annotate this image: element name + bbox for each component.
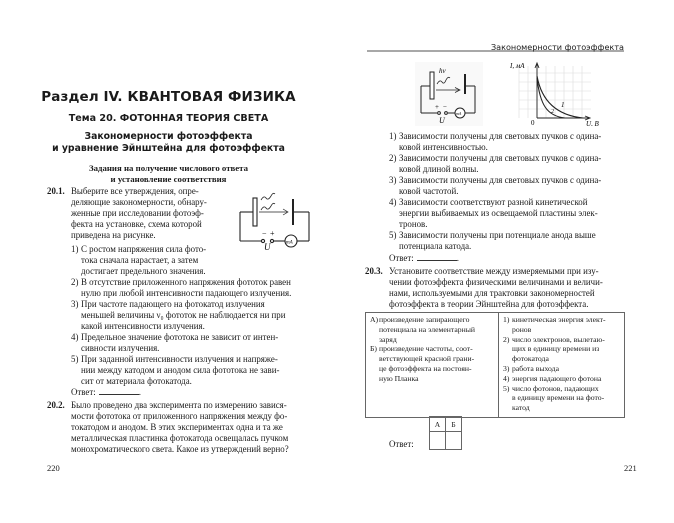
answer-grid-header-b: Б — [446, 417, 462, 432]
option-5: 5) При заданной интенсивности излучения и напряже- нии между катодом и анодом сила фототока не зави- сит от материала фотокатода. — [71, 354, 280, 386]
page-number: 220 — [47, 463, 60, 473]
tasks-heading-line: и установление соответствия — [110, 174, 227, 184]
topic-title: Тема 20. ФОТОННАЯ ТЕОРИЯ СВЕТА — [68, 113, 269, 124]
answer-label: Ответ: — [389, 253, 414, 263]
current-voltage-graph — [509, 60, 605, 126]
answer-label: Ответ: — [389, 439, 414, 449]
left-column — [366, 313, 499, 418]
subtitle — [0, 131, 337, 154]
tasks-heading-line: Задания на получение числового ответа — [88, 163, 249, 173]
photocell-circuit-diagram — [235, 186, 315, 250]
answer-blank[interactable] — [99, 386, 139, 395]
prompt-line: женные при исследовании фотоэф- — [71, 208, 204, 218]
question-number: 20.3. — [365, 266, 383, 276]
photon-energy-label: hν — [439, 67, 446, 75]
subtitle-line: Закономерности фотоэффекта — [84, 131, 253, 142]
option-2: 2) Зависимости получены для световых пучков с одина- ковой длиной волны. — [389, 153, 602, 174]
option-4: 4) Зависимости соответствуют разной кинетической энергии выбиваемых из освещаемой пластины элек- тронов. — [389, 197, 598, 229]
matching-table — [365, 312, 625, 418]
milliammeter-icon: mA — [286, 240, 293, 246]
prompt-line: фекта на установке, схема которой — [71, 219, 202, 229]
match-item-a: А) произведение запирающего потенциала на элементарный заряд — [370, 315, 475, 344]
option-4: 4) Предельное значение фототока не зависит от интен- сивности излучения. — [71, 332, 279, 353]
option-1: 1) Зависимости получены для световых пучков с одина- ковой интенсивностью. — [389, 131, 602, 152]
answer-row: Ответ: . — [389, 253, 459, 263]
option-3: 3) При частоте падающего на фотокатод излучения меньшей величины ν₀ фототок не наблюдается ни при какой интенсивности излучения. — [71, 299, 286, 331]
match-option-4: 4) энергия падающего фотона — [503, 373, 602, 383]
x-axis-label: U, В — [586, 120, 599, 126]
tasks-heading — [0, 163, 337, 185]
minus-sign: − — [443, 103, 447, 111]
plus-sign: + — [270, 229, 275, 238]
minus-sign: − — [262, 229, 267, 238]
answer-grid-header-a: А — [430, 417, 446, 432]
answer-cell-b[interactable] — [446, 432, 462, 450]
section-title: Раздел IV. КВАНТОВАЯ ФИЗИКА — [41, 89, 296, 105]
page-number: 221 — [624, 463, 637, 473]
y-axis-label: I, мА — [510, 62, 525, 70]
right-column — [499, 313, 625, 418]
answer-row: Ответ: . — [71, 387, 141, 397]
running-head: Закономерности фотоэффекта — [490, 42, 624, 52]
match-option-3: 3) работа выхода — [503, 363, 559, 373]
voltage-label: U — [264, 242, 271, 250]
answer-label: Ответ: — [71, 387, 96, 397]
plus-sign: + — [435, 103, 439, 111]
option-2: 2) В отсутствие приложенного напряжения фототок равен нулю при любой интенсивности падающего излучения. — [71, 277, 292, 298]
prompt-line: приведена на рисунке. — [71, 230, 156, 240]
question-prompt — [71, 186, 226, 241]
match-option-2: 2) число электронов, вылетаю- щих в единицу времени из фотокатода — [503, 334, 605, 364]
milliammeter-icon: mA — [456, 111, 462, 116]
question-prompt: Установите соответствие между измеряемыми при изу- чении фотоэффекта физическими величинами и величи- нами, используемыми для трактовки закономерностей фотоэффекта в теории Эйнштейна для фотоэффекта. — [389, 266, 603, 309]
option-3: 3) Зависимости получены для световых пучков с одина- ковой частотой. — [389, 175, 602, 196]
question-number: 20.1. — [47, 186, 65, 196]
curve-1 — [537, 76, 583, 118]
match-item-b: Б) произведение частоты, соот- ветствующей красной грани- це фотоэффекта на постоян- ную Планка — [370, 344, 475, 383]
curve-2-label: 2 — [551, 109, 554, 115]
option-1: 1) С ростом напряжения сила фото- тока сначала нарастает, а затем достигает предельного значения. — [71, 244, 207, 276]
answer-blank[interactable] — [417, 252, 457, 261]
question-prompt: Было проведено два эксперимента по измерению завися- мости фототока от приложенного напряжения между фо- токатодом и анодом. В этих экспериментах одна и та же металлическая пластинка фотокатода освещалась пучком монохроматического света. Какое из утверждений верно? — [71, 400, 289, 454]
voltage-label: U — [439, 116, 445, 125]
right-page — [337, 0, 674, 523]
answer-grid — [429, 416, 462, 450]
origin-label: 0 — [531, 119, 535, 126]
match-option-1: 1) кинетическая энергия элект- ронов — [503, 315, 606, 334]
subtitle-line: и уравнение Эйнштейна для фотоэффекта — [52, 142, 285, 154]
curve-1-label: 1 — [561, 101, 565, 109]
question-number: 20.2. — [47, 400, 65, 410]
prompt-line: деляющие закономерности, обнару- — [71, 197, 207, 207]
photocell-circuit-diagram — [415, 62, 483, 126]
match-option-5: 5) число фотонов, падающих в единицу времени на фото- катод — [503, 383, 605, 413]
option-5: 5) Зависимости получены при потенциале анода выше потенциала катода. — [389, 230, 596, 251]
prompt-line: Выберите все утверждения, опре- — [71, 186, 199, 196]
answer-cell-a[interactable] — [430, 432, 446, 450]
